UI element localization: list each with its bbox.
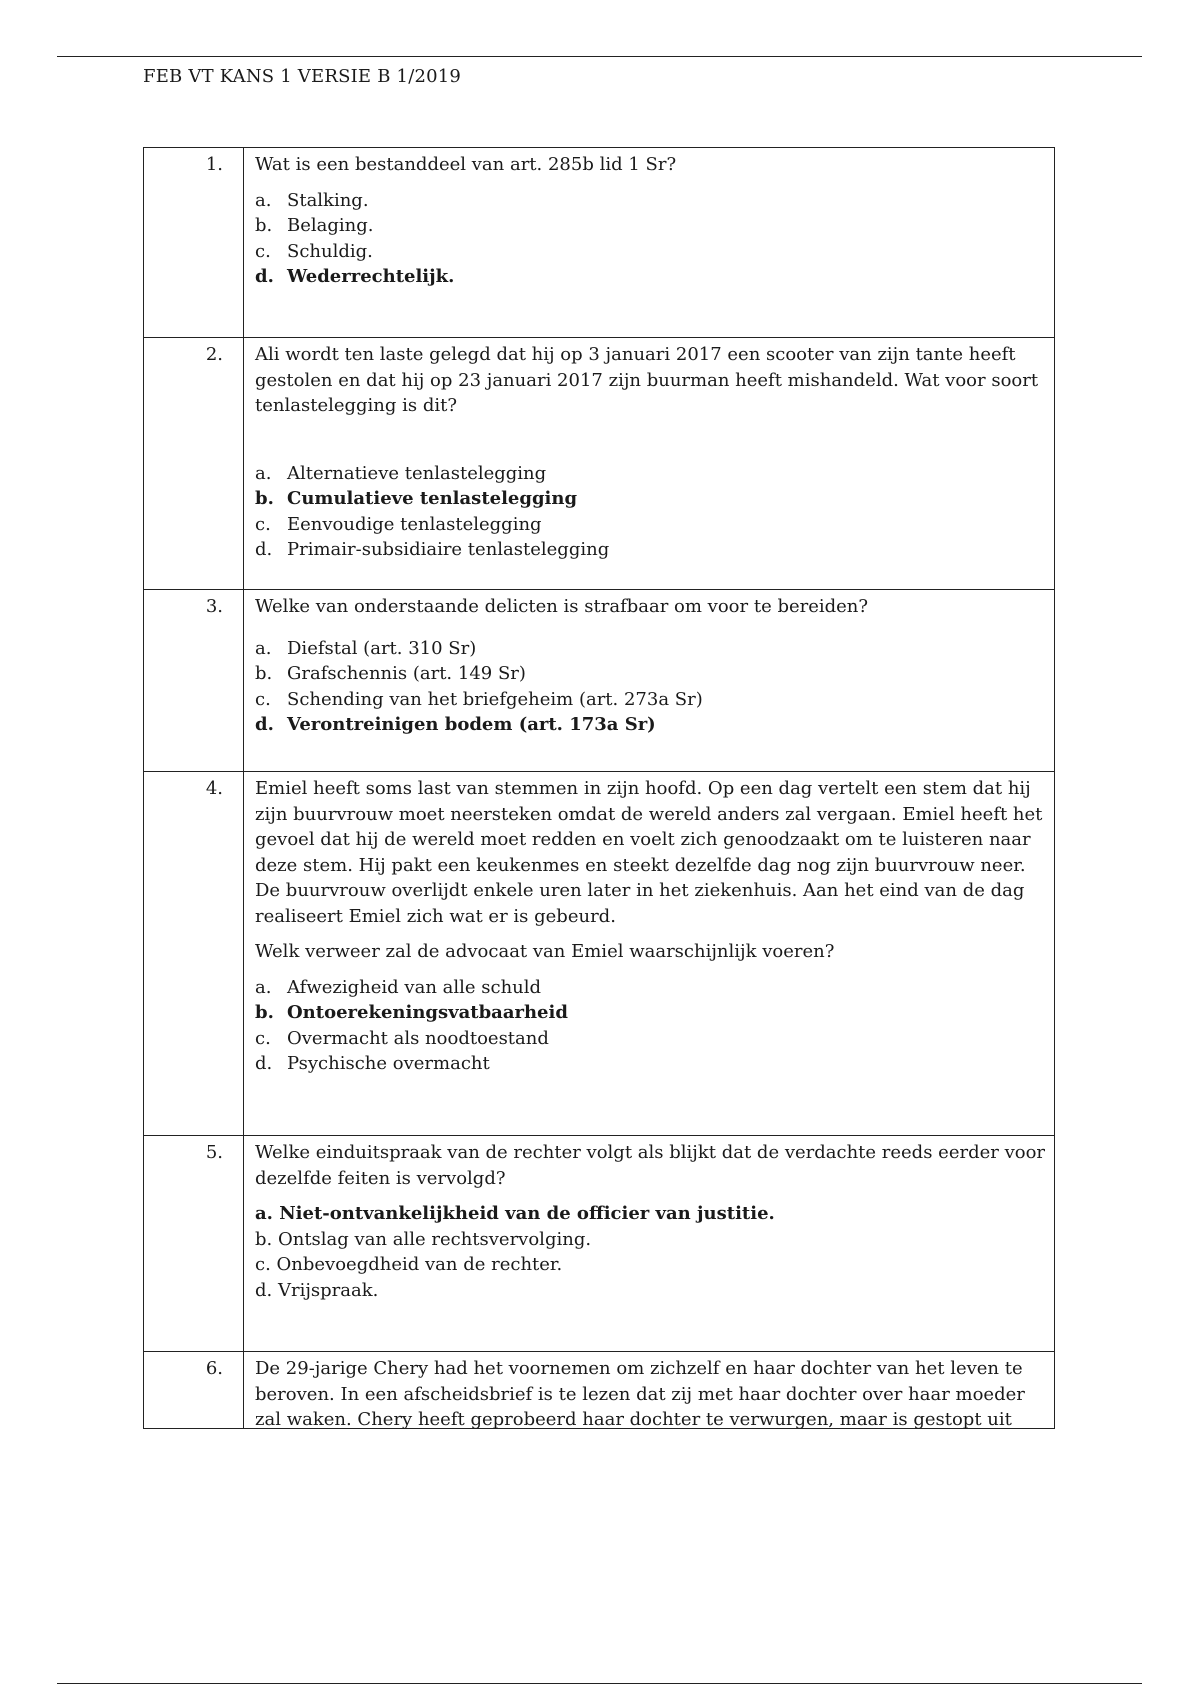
questions-table [143, 147, 1057, 1429]
answer-option-a: a. Alternatieve tenlastelegging [255, 462, 547, 484]
question-body [255, 1356, 1048, 1433]
question-row-5 [143, 1135, 1055, 1351]
answer-option-b: b. Grafschennis (art. 149 Sr) [255, 663, 526, 684]
question-row-1 [143, 147, 1055, 337]
question-row-2 [143, 337, 1055, 589]
answer-option-d: d. Psychische overmacht [255, 1053, 490, 1074]
answer-option-a: a. Diefstal (art. 310 Sr) [255, 637, 477, 659]
question-number: 4. [144, 772, 244, 1135]
question-row-4 [143, 771, 1055, 1135]
answer-option-d-correct: d. Wederrechtelijk. [255, 266, 455, 287]
question-number: 6. [144, 1352, 244, 1428]
answer-option-c: c. Schuldig. [255, 240, 373, 262]
answer-option-c: c. Onbevoegdheid van de rechter. [255, 1254, 563, 1275]
question-text: Emiel heeft soms last van stemmen in zijn hoofd. Op een dag vertelt een stem dat hij zijn buurvrouw moet neersteken omdat de wereld anders zal vergaan. Emiel heeft het gevoel dat hij de wereld moet redden en voelt zich genoodzaakt om te luisteren naar deze stem. Hij pakt een keukenmes en steekt dezelfde dag nog zijn buurvrouw neer. De buurvrouw overlijdt enkele uren later in het ziekenhuis. Aan het eind van de dag realiseert Emiel zich wat er is gebeurd. [255, 778, 1043, 927]
answer-option-b: b. Belaging. [255, 215, 374, 236]
question-body [255, 776, 1048, 1077]
answer-option-b-correct: b. Cumulatieve tenlastelegging [255, 488, 578, 509]
question-number: 3. [144, 590, 244, 771]
answer-option-c: c. Overmacht als noodtoestand [255, 1027, 549, 1049]
question-body [255, 342, 1048, 563]
question-text: Welke einduitspraak van de rechter volgt als blijkt dat de verdachte reeds eerder voor dezelfde feiten is vervolgd? [255, 1142, 1046, 1189]
question-text: Wat is een bestanddeel van art. 285b lid 1 Sr? [255, 154, 677, 175]
answer-options [255, 1201, 1048, 1303]
question-text: De 29-jarige Chery had het voornemen om zichzelf en haar dochter van het leven te beroven. In een afscheidsbrief is te lezen dat zij met haar dochter over haar moeder zal waken. Chery heeft geprobeerd haar dochter te verwurgen, maar is gestopt uit [255, 1358, 1025, 1430]
answer-option-d: d. Vrijspraak. [255, 1279, 379, 1301]
answer-option-a-correct: a. Niet-ontvankelijkheid van de officier van justitie. [255, 1203, 775, 1224]
top-rule [57, 56, 1142, 57]
answer-option-c: c. Eenvoudige tenlastelegging [255, 513, 542, 535]
question-number: 2. [144, 338, 244, 589]
answer-options [255, 461, 1048, 563]
answer-option-c: c. Schending van het briefgeheim (art. 273a Sr) [255, 688, 703, 710]
question-body [255, 1140, 1048, 1303]
question-number: 1. [144, 148, 244, 337]
page-header: FEB VT KANS 1 VERSIE B 1/2019 [143, 66, 462, 87]
question-text: Welke van onderstaande delicten is strafbaar om voor te bereiden? [255, 596, 869, 617]
question-body [255, 594, 1048, 738]
answer-option-d: d. Primair-subsidiaire tenlastelegging [255, 539, 610, 560]
answer-option-a: a. Stalking. [255, 189, 369, 211]
answer-options [255, 636, 1048, 738]
question-prompt: Welk verweer zal de advocaat van Emiel waarschijnlijk voeren? [255, 941, 835, 962]
answer-option-d-correct: d. Verontreinigen bodem (art. 173a Sr) [255, 714, 656, 735]
answer-options [255, 975, 1048, 1077]
question-body [255, 152, 1048, 290]
answer-option-b-correct: b. Ontoerekeningsvatbaarheid [255, 1002, 568, 1023]
question-text: Ali wordt ten laste gelegd dat hij op 3 januari 2017 een scooter van zijn tante heeft gestolen en dat hij op 23 januari 2017 zijn buurman heeft mishandeld. Wat voor soort tenlastelegging is dit? [255, 344, 1039, 416]
question-row-3 [143, 589, 1055, 771]
answer-option-a: a. Afwezigheid van alle schuld [255, 976, 542, 998]
question-row-6 [143, 1351, 1055, 1429]
question-number: 5. [144, 1136, 244, 1351]
answer-options [255, 188, 1048, 290]
bottom-rule [57, 1683, 1142, 1684]
answer-option-b: b. Ontslag van alle rechtsvervolging. [255, 1228, 592, 1250]
